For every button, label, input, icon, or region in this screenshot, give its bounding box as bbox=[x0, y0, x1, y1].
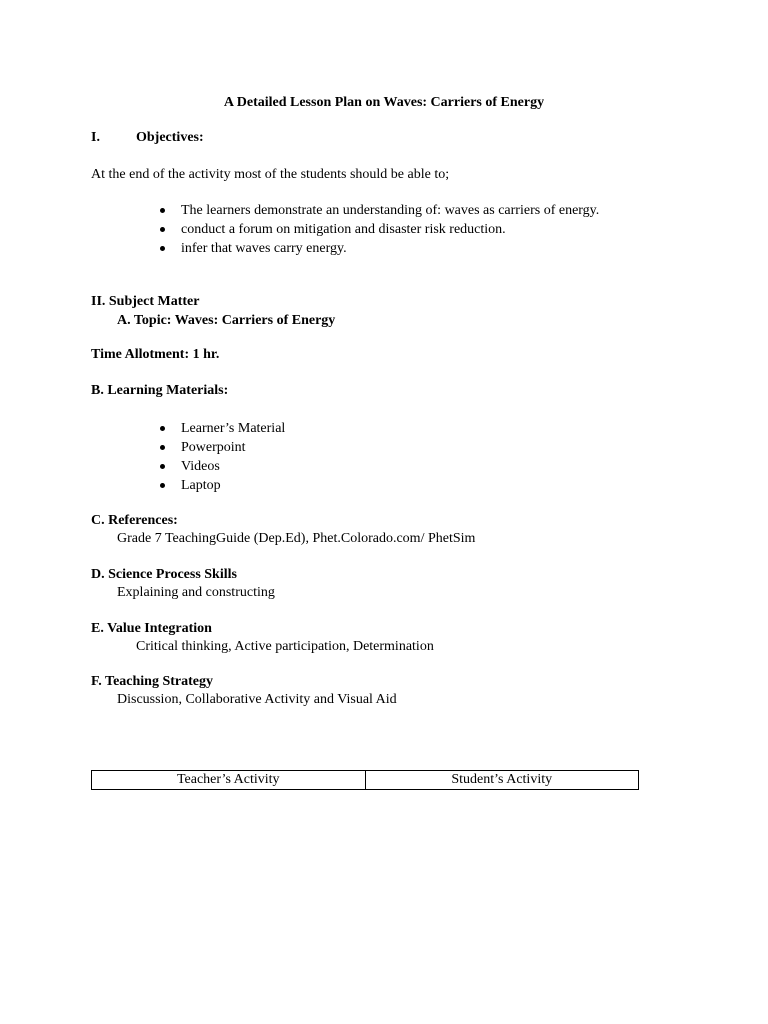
time-allotment: Time Allotment: 1 hr. bbox=[91, 347, 220, 362]
student-activity-header: Student’s Activity bbox=[365, 771, 639, 790]
bullet-icon bbox=[160, 464, 165, 469]
teaching-strategy-heading: F. Teaching Strategy bbox=[91, 674, 213, 689]
objectives-numeral: I. bbox=[91, 130, 100, 145]
teaching-strategy-text: Discussion, Collaborative Activity and Visual Aid bbox=[117, 692, 397, 707]
bullet-icon bbox=[160, 208, 165, 213]
material-item: Learner’s Material bbox=[181, 421, 286, 436]
value-integration-heading: E. Value Integration bbox=[91, 621, 212, 636]
activity-table bbox=[91, 770, 639, 790]
bullet-icon bbox=[160, 445, 165, 450]
objective-item: infer that waves carry energy. bbox=[181, 241, 347, 256]
material-item: Powerpoint bbox=[181, 440, 246, 455]
science-process-skills-text: Explaining and constructing bbox=[117, 585, 275, 600]
science-process-skills-heading: D. Science Process Skills bbox=[91, 567, 237, 582]
objective-item: The learners demonstrate an understanding of: waves as carriers of energy. bbox=[181, 203, 600, 218]
subject-matter-heading: II. Subject Matter bbox=[91, 294, 200, 309]
objectives-intro: At the end of the activity most of the students should be able to; bbox=[91, 167, 450, 182]
bullet-icon bbox=[160, 426, 165, 431]
learning-materials-heading: B. Learning Materials: bbox=[91, 383, 229, 398]
bullet-icon bbox=[160, 227, 165, 232]
value-integration-text: Critical thinking, Active participation, Determination bbox=[136, 639, 434, 654]
material-item: Laptop bbox=[181, 478, 221, 493]
subject-matter-topic: A. Topic: Waves: Carriers of Energy bbox=[117, 313, 336, 328]
bullet-icon bbox=[160, 483, 165, 488]
document-title: A Detailed Lesson Plan on Waves: Carriers of Energy bbox=[223, 95, 545, 110]
bullet-icon bbox=[160, 246, 165, 251]
objective-item: conduct a forum on mitigation and disaster risk reduction. bbox=[181, 222, 506, 237]
activity-table-header-row bbox=[92, 771, 639, 790]
teacher-activity-header: Teacher’s Activity bbox=[92, 771, 366, 790]
material-item: Videos bbox=[181, 459, 220, 474]
references-text: Grade 7 TeachingGuide (Dep.Ed), Phet.Colorado.com/ PhetSim bbox=[117, 531, 476, 546]
references-heading: C. References: bbox=[91, 513, 178, 528]
objectives-heading: Objectives: bbox=[136, 130, 204, 145]
